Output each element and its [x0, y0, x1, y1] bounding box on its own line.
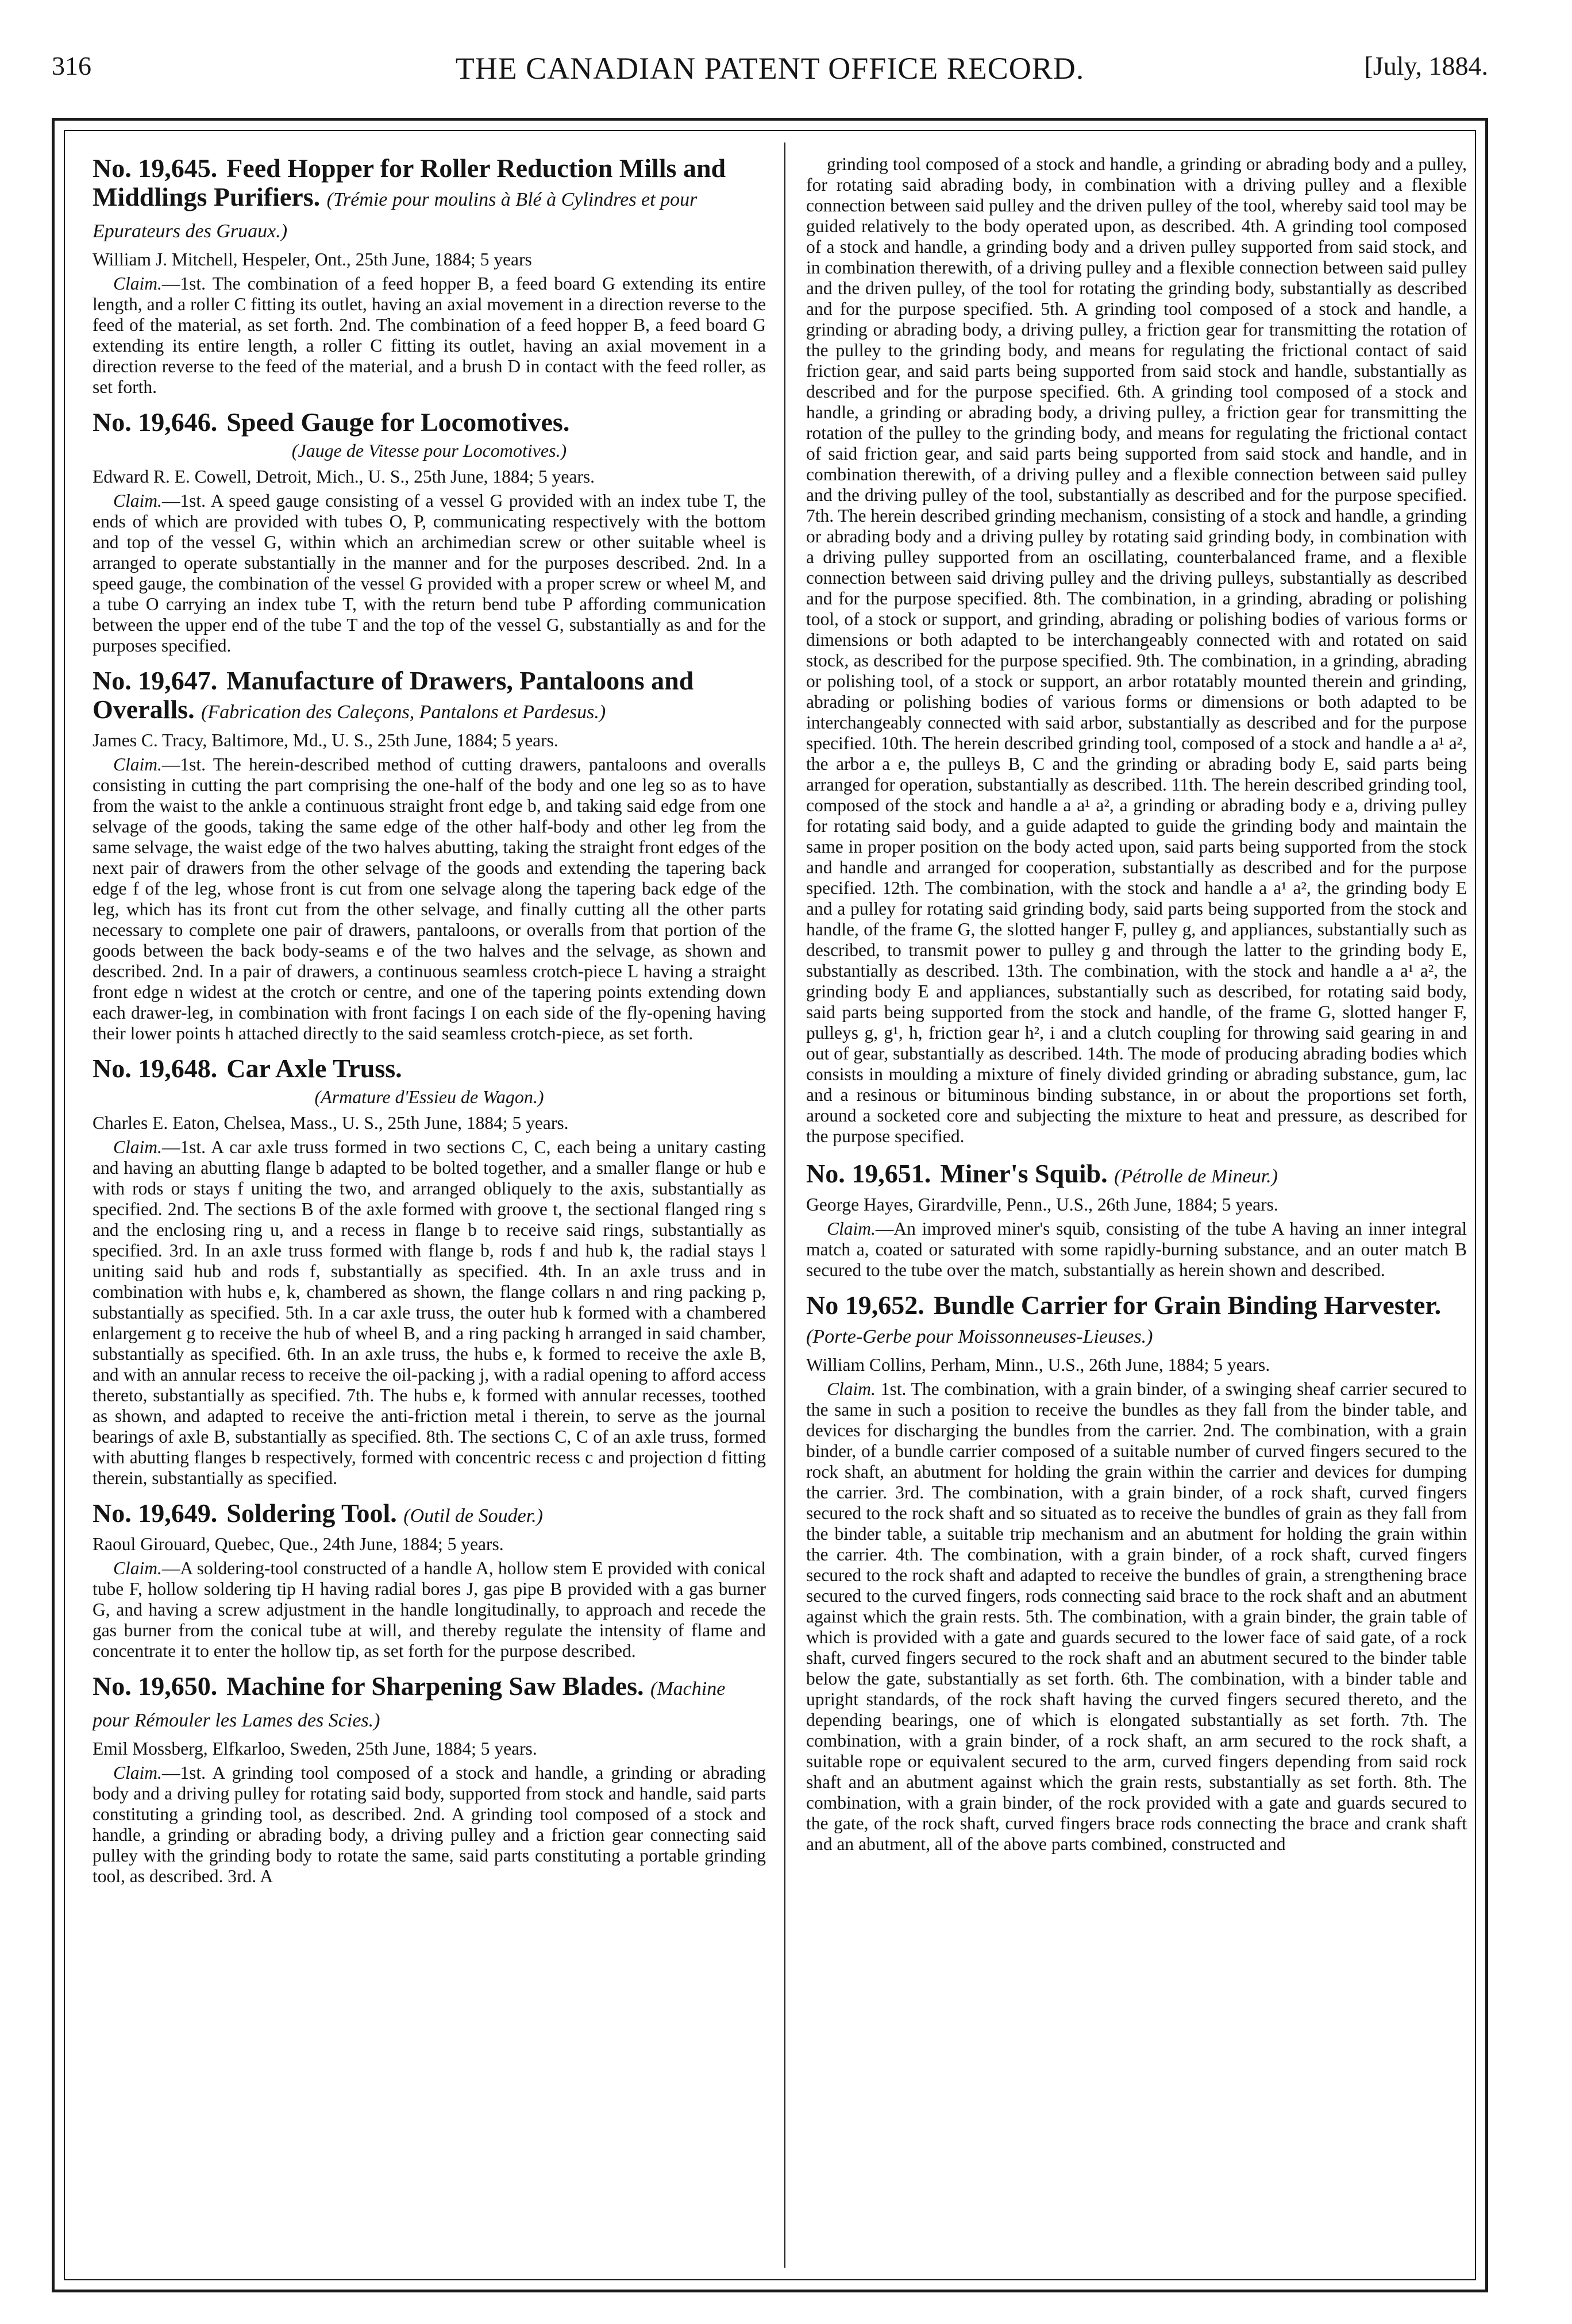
claims-text [806, 1219, 1467, 1281]
claim-label: Claim. [113, 1137, 162, 1157]
inventor-line: Charles E. Eaton, Chelsea, Mass., U. S., 25th June, 1884; 5 years. [93, 1113, 569, 1133]
patent-number: No. 19,646. [93, 407, 218, 437]
patent-entry-19645 [93, 154, 766, 398]
patent-title [806, 1291, 1467, 1351]
french-title: (Trémie pour moulins à Blé à Cylindres et pour Epurateurs des Gruaux.) [93, 189, 698, 242]
patent-entry-19648 [93, 1054, 766, 1489]
claims-text [93, 1558, 766, 1662]
claims-body: —1st. The herein-described method of cutting drawers, pantaloons and overalls consisting in cutting the part comprising the one-half of the body and one leg so as to have from the waist to the ankle a continuous straight front edge b, and taking said edge from one selvage of the goods, taking the same edge of the other half-body and other leg from the same selvage, the waist edge of the two halves abutting, taking the straight front edges of the next pair of drawers from the other selvage of the goods and extending the tapering back edge f of the leg, whose front is cut from one selvage along the tapering back edge of the leg, which has its front cut from the other selvage, and finally cutting all the other parts necessary to complete one pair of drawers, pantaloons, or overalls from that portion of the goods between the back body-seams e of the two halves and the selvage, as shown and described. 2nd. In a pair of drawers, a continuous seamless crotch-piece L having a straight front edge n widest at the crotch or centre, and one of the tapering points extending down each drawer-leg, in combination with front facings I on each side of the fly-opening having their lower points h attached directly to the said seamless crotch-piece, as set forth. [93, 754, 766, 1043]
running-title: THE CANADIAN PATENT OFFICE RECORD. [455, 51, 1085, 86]
french-title: (Armature d'Essieu de Wagon.) [314, 1086, 544, 1107]
claims-text [93, 1763, 766, 1887]
claim-label: Claim. [827, 1379, 876, 1399]
claims-text [93, 754, 766, 1044]
patent-title [93, 666, 766, 727]
patent-title [93, 1672, 766, 1735]
page-frame [52, 118, 1488, 2292]
patent-name: Miner's Squib. [940, 1159, 1108, 1188]
patent-entry-19647 [93, 666, 766, 1044]
page-number: 316 [52, 51, 91, 80]
patent-number: No. 19,650. [93, 1671, 218, 1701]
claims-body: —1st. A grinding tool composed of a stock and handle, a grinding or abrading body and a driving pulley for rotating said body, supported from stock and handle, said parts constituting a grinding tool, as described. 2nd. A grinding tool composed of a stock and handle, a grinding or abrading body, a driving pulley and a friction gear connecting said pulley with the grinding body to rotate the same, said parts constituting a portable grinding tool, as described. 3rd. A [93, 1763, 766, 1886]
patent-name: Manufacture of Drawers, Pantaloons and Overalls. [93, 666, 694, 724]
claims-body: —A soldering-tool constructed of a handle A, hollow stem E provided with conical tube F, hollow soldering tip H having radial bores J, gas pipe B provided with a gas burner G, and having a screw adjustment in the handle longitudinally, to approach and recede the gas burner from the conical tube at will, and thereby regulate the intensity of flame and concentrate it to enter the hollow tip, as set forth for the purpose described. [93, 1558, 766, 1661]
patent-name: Machine for Sharpening Saw Blades. [226, 1671, 644, 1701]
claims-body: —1st. A car axle truss formed in two sections C, C, each being a unitary casting and having an abutting flange b adapted to be bolted together, and a smaller flange or hub e with rods or stays f uniting the two, and arranged obliquely to the axis, substantially as specified. 2nd. The sections B of the axle formed with groove t, the sectional flanged ring s and the enclosing ring u, and a recess in flange b to receive said rings, substantially as specified. 3rd. In an axle truss formed with flange b, rods f and hub k, the radial stays l uniting said hub and rods f, substantially as specified. 4th. In an axle truss and in combination with hubs e, k, chambered as shown, the flange collars n and ring packing p, substantially as specified. 5th. In a car axle truss, the outer hub k formed with a chambered enlargement g to receive the hub of wheel B, and a ring packing h arranged in said chamber, substantially as specified. 6th. In an axle truss, the hubs e, k formed to receive the axle B, and with an annular recess to receive the oil-packing j, with a radial opening to afford access thereto, substantially as specified. 7th. The hubs e, k formed with annular recesses, toothed as shown, and adapted to receive the anti-friction metal i therein, to serve as the journal bearings of axle B, substantially as specified. 8th. The sections C, C of an axle truss, formed with abutting flanges b respectively, formed with concentric recess c and projection d fitting therein, substantially as specified. [93, 1137, 766, 1488]
patent-number: No. 19,649. [93, 1498, 218, 1528]
claim-label: Claim. [113, 491, 162, 511]
patent-entry-19649 [93, 1499, 766, 1662]
inventor-line: Edward R. E. Cowell, Detroit, Mich., U. S., 25th June, 1884; 5 years. [93, 467, 595, 487]
patent-name: Bundle Carrier for Grain Binding Harvester. [933, 1290, 1442, 1320]
french-title: (Jauge de Vitesse pour Locomotives.) [291, 440, 567, 461]
claim-label: Claim. [113, 273, 162, 294]
claims-text [806, 1379, 1467, 1855]
patent-entry-19652 [806, 1291, 1467, 1855]
inventor-line: George Hayes, Girardville, Penn., U.S., 26th June, 1884; 5 years. [806, 1194, 1278, 1215]
claims-body: 1st. The combination, with a grain binder, of a swinging sheaf carrier secured to the same in such a position to receive the bundles as they fall from the binder table, and devices for discharging the bundles from the carrier. 2nd. The combination, with a grain binder, of a bundle carrier composed of a suitable number of curved fingers secured to the rock shaft, an abutment for holding the grain within the carrier and devices for dumping the carrier. 3rd. The combination, with a grain binder, of a rock shaft, curved fingers secured to the rock shaft and so situated as to receive the bundles of grain as they fall from the binder table, a suitable trip mechanism and an abutment for holding the grain within the carrier. 4th. The combination, with a grain binder, of a rock shaft, curved fingers secured to the rock shaft and adapted to receive the bundles of grain, a strengthening brace secured to the curved fingers, rods connecting said brace to the rock shaft and an abutment against which the grain rests. 5th. The combination, with a grain binder, the grain table of which is provided with a gate and guards secured to the lower face of said gate, of a rock shaft, curved fingers secured to the rock shaft and an abutment secured to the binder table below the gate, substantially as set forth. 6th. The combination, with a binder table and upright standards, of the rock shaft having the curved fingers secured thereto, and the depending bearings, one of which is elongated substantially as set forth. 7th. The combination, with a grain binder, of a rock shaft, an arm secured to the rock shaft, a suitable rope or equivalent secured to the arm, curved fingers depending from said rock shaft and an abutment against which the grain rests, substantially as set forth. 8th. The combination, with a grain binder, of the rock provided with a gate and guards secured to the gate, of the rock shaft, curved fingers brace rods connecting the brace and crank shaft and an abutment, all of the above parts combined, constructed and [806, 1379, 1467, 1854]
patent-name: Feed Hopper for Roller Reduction Mills and Middlings Purifiers. [93, 154, 726, 211]
right-column [806, 154, 1467, 2268]
patent-title [93, 154, 766, 246]
patent-number: No. 19,647. [93, 666, 218, 695]
column-divider [784, 142, 785, 2268]
claim-label: Claim. [113, 1763, 162, 1783]
patent-number: No. 19,645. [93, 154, 218, 183]
continued-claims-19650: grinding tool composed of a stock and handle, a grinding or abrading body and a pulley, for rotating said abrading body, in combination with a driving pulley and a flexible connection between said pulley and the driven pulley of the tool, whereby said tool may be guided relatively to the body operated upon, as described. 4th. A grinding tool composed of a stock and handle, a grinding body and a driven pulley supported from said stock, and in combination therewith, of a driving pulley and a flexible connection between said pulley and the driven pulley, of the tool for rotating the grinding body, substantially as described and for the purpose specified. 5th. A grinding tool composed of a stock and handle, a grinding or abrading body, a driving pulley, a friction gear for transmitting the rotation of the pulley to the grinding body, and means for regulating the frictional contact of said friction gear, and said parts being supported from said stock and handle, substantially as described and for the purpose specified. 6th. A grinding tool composed of a stock and handle, a grinding or abrading body, a driving pulley, a friction gear for transmitting the rotation of the pulley to the grinding body, and means for regulating the frictional contact of said friction gear, and said parts being supported from said stock and handle, and in combination therewith, of a driving pulley and a flexible connection between said pulley and the driving pulley of the tool, substantially as described and for the purpose specified. 7th. The herein described grinding mechanism, consisting of a stock and handle, a grinding or abrading body and a driving pulley by rotating said grinding body, in combination with a driving pulley supported from an oscillating, counterbalanced frame, and a flexible connection between said driving pulley and the driving pulleys, substantially as described and for the purpose specified. 8th. The combination, in a grinding, abrading or polishing tool, of a stock or support, and grinding, abrading or polishing bodies of various forms or dimensions or both adapted to be interchangeably connected with and rotated on said stock, as described for the purpose specified. 9th. The combination, in a grinding, abrading or polishing tool, of a stock or support, an arbor rotatably mounted therein and grinding, abrading or polishing bodies of various forms or dimensions or both adapted to be interchangeably connected with said arbor, substantially as described and for the purpose specified. 10th. The herein described grinding tool, composed of a stock and handle a a¹ a², the arbor a e, the pulleys B, C and the grinding or abrading body E, said parts being arranged for operation, substantially as described. 11th. The herein described grinding tool, composed of the stock and handle a a¹ a², a grinding or abrading body e a, driving pulley for rotating said body, and a guide adapted to guide the grinding body and maintain the same in proper position on the body acted upon, said parts being supported from the stock and handle and arranged for cooperation, substantially as described and for the purpose specified. 12th. The combination, with the stock and handle a a¹ a², the grinding body E and a pulley for rotating said grinding body, said parts being supported from the stock and handle, of the frame G, the slotted hanger F, pulley g, and appliances, substantially such as described, to transmit power to pulley g and through the latter to the grinding body E, substantially as described. 13th. The combination, with the stock and handle a a¹ a², the grinding body E and appliances, substantially such as described, for rotating said body, said parts being supported from the stock and handle, of the frame G, slotted hanger F, pulleys g, g¹, h, friction gear h², i and a clutch coupling for throwing said gearing in and out of gear, substantially as described. 14th. The mode of producing abrading bodies which consists in moulding a mixture of finely divided grinding or abrading substance, gum, lac and a resinous or bituminous binding substance, in or about the proportions set forth, around a socketed core and subjecting the mixture to heat and pressure, as described for the purpose specified. [806, 154, 1467, 1146]
page-header [52, 51, 1488, 97]
claim-label: Claim. [827, 1219, 876, 1239]
claims-text [93, 491, 766, 656]
french-title: (Outil de Souder.) [403, 1505, 543, 1527]
patent-title [93, 1499, 766, 1531]
claims-body: —1st. A speed gauge consisting of a vessel G provided with an index tube T, the ends of which are provided with tubes O, P, communicating respectively with the bottom and top of the vessel G, within which an archimedian screw or other suitable wheel is arranged to operate substantially in the manner and for the purposes described. 2nd. In a speed gauge, the combination of the vessel G provided with a proper screw or wheel M, and a tube O carrying an index tube T, with the return bend tube P affording communication between the upper end of the tube T and the top of the vessel G, substantially as and for the purposes specified. [93, 491, 766, 656]
inner-frame [64, 130, 1476, 2280]
patent-title [806, 1159, 1467, 1191]
patent-title [93, 1054, 766, 1083]
claims-body: —An improved miner's squib, consisting of the tube A having an inner integral match a, coated or saturated with some rapidly-burning substance, and an outer match B secured to the tube over the match, substantially as herein shown and described. [806, 1219, 1467, 1280]
inventor-line: William Collins, Perham, Minn., U.S., 26th June, 1884; 5 years. [806, 1355, 1270, 1375]
patent-name: Car Axle Truss. [226, 1054, 402, 1083]
patent-name: Speed Gauge for Locomotives. [226, 407, 570, 437]
patent-name: Soldering Tool. [226, 1498, 397, 1528]
patent-entry-19651 [806, 1159, 1467, 1281]
patent-number: No. 19,648. [93, 1054, 218, 1083]
issue-date: [July, 1884. [1364, 51, 1488, 80]
french-title: (Fabrication des Caleçons, Pantalons et Pardesus.) [201, 702, 606, 723]
left-column [93, 154, 766, 2268]
claims-text [93, 1137, 766, 1489]
patent-number: No 19,652. [806, 1290, 924, 1320]
patent-entry-19646 [93, 408, 766, 656]
french-title: (Machine pour Rémouler les Lames des Scies.) [93, 1678, 726, 1731]
inventor-line: William J. Mitchell, Hespeler, Ont., 25th June, 1884; 5 years [93, 249, 532, 269]
inventor-line: Raoul Girouard, Quebec, Que., 24th June, 1884; 5 years. [93, 1534, 504, 1554]
french-title: (Porte-Gerbe pour Moissonneuses-Lieuses.) [806, 1326, 1153, 1347]
french-title: (Pétrolle de Mineur.) [1114, 1166, 1278, 1187]
patent-number: No. 19,651. [806, 1159, 931, 1188]
patent-entry-19650 [93, 1672, 766, 1887]
inventor-line: James C. Tracy, Baltimore, Md., U. S., 25th June, 1884; 5 years. [93, 730, 558, 750]
patent-title [93, 408, 766, 437]
inventor-line: Emil Mossberg, Elfkarloo, Sweden, 25th June, 1884; 5 years. [93, 1739, 537, 1759]
claims-body: —1st. The combination of a feed hopper B, a feed board G extending its entire length, and a roller C fitting its outlet, having an axial movement in a direction reverse to the feed of the material, as set forth. 2nd. The combination of a feed hopper B, a feed board G extending its entire length, a roller C fitting its outlet, having an axial movement in a direction reverse to the feed of the material, and a brush D in contact with the feed roller, as set forth. [93, 273, 766, 397]
claim-label: Claim. [113, 1558, 162, 1578]
claims-text [93, 273, 766, 398]
claim-label: Claim. [113, 754, 162, 774]
